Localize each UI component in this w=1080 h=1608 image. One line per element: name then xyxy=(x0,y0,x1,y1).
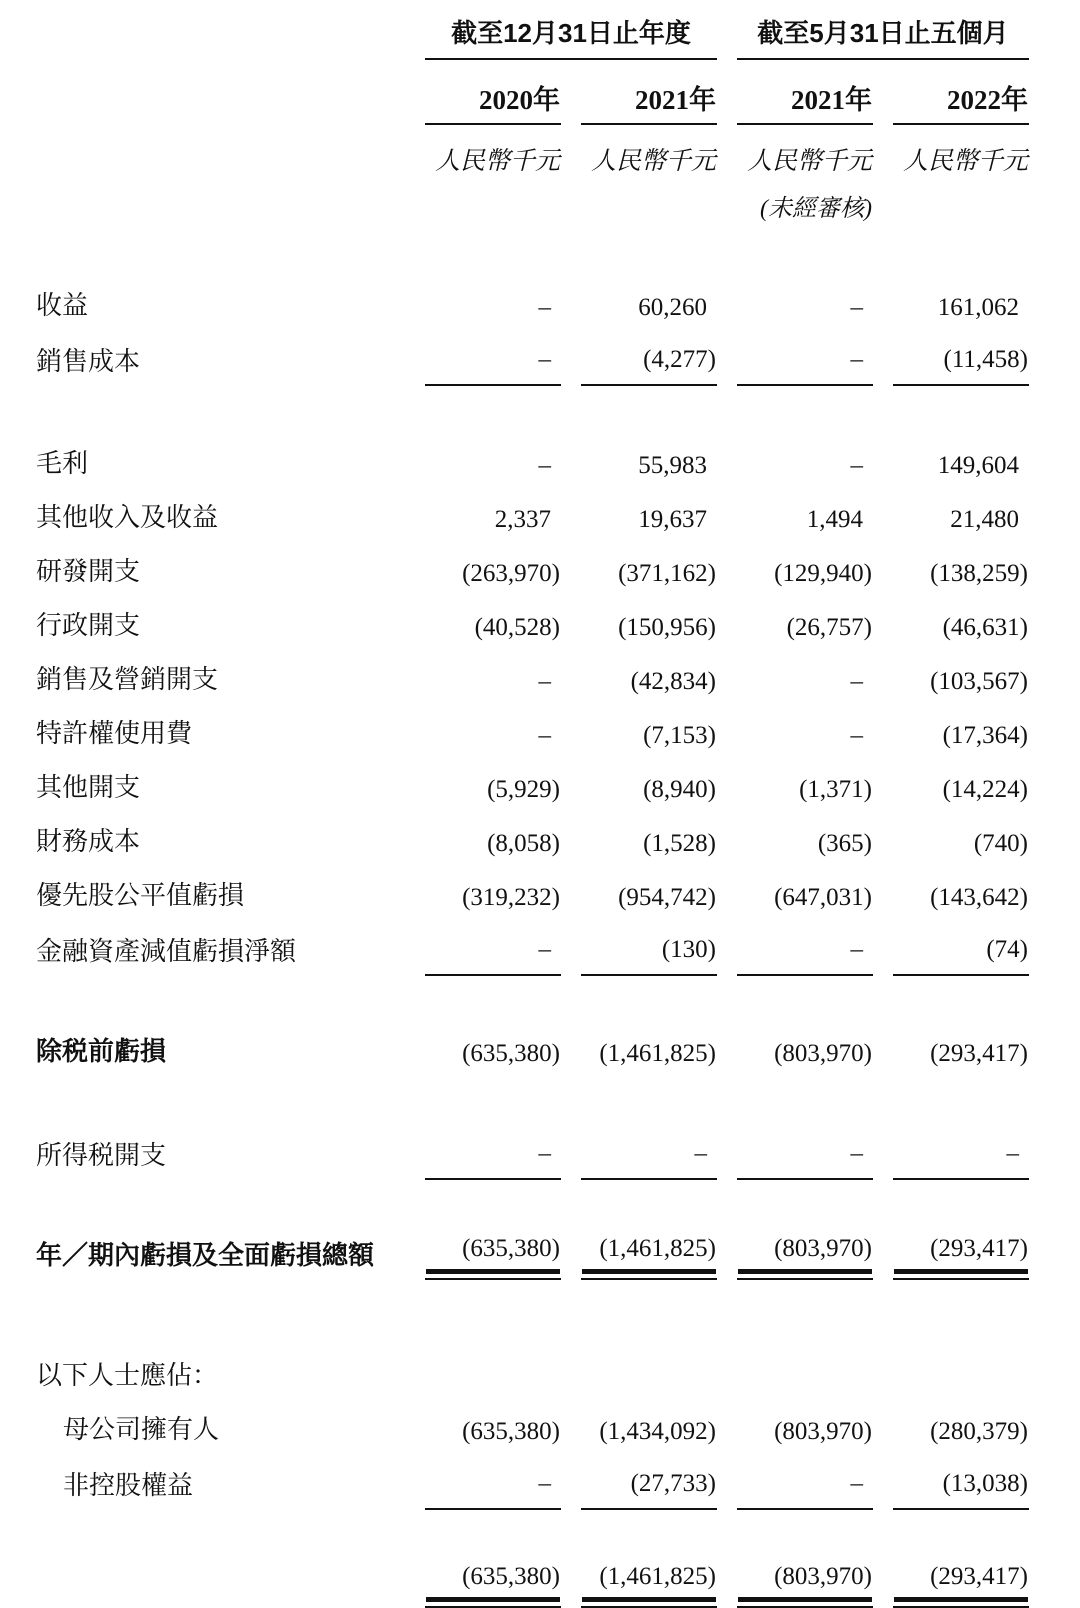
row-gap xyxy=(35,976,1029,1022)
table-row xyxy=(35,1226,1029,1280)
value-text: (13,038) xyxy=(942,1470,1028,1497)
value-cell xyxy=(893,866,1029,920)
value-cell xyxy=(737,758,873,812)
unit-label: 人民幣千元 xyxy=(590,148,716,175)
value-text: (740) xyxy=(973,830,1028,857)
value-cell xyxy=(425,1346,561,1400)
value-cell xyxy=(737,1454,873,1510)
value-text: (17,364) xyxy=(942,722,1028,749)
table-row xyxy=(35,812,1029,866)
value-text: (803,970) xyxy=(774,1418,872,1445)
value-text: (319,232) xyxy=(462,884,560,911)
value-cell xyxy=(425,704,561,758)
value-text: (14,224) xyxy=(942,776,1028,803)
value-text: – xyxy=(538,1140,551,1167)
value-cell xyxy=(737,1124,873,1180)
value-cell xyxy=(425,1124,561,1180)
value-cell xyxy=(581,920,717,976)
row-gap xyxy=(35,1180,1029,1226)
column-year-2022: 2022年 xyxy=(893,60,1029,125)
value-cell xyxy=(581,596,717,650)
value-text: – xyxy=(538,936,551,963)
column-year-2021: 2021年 xyxy=(581,60,717,125)
value-text: (635,380) xyxy=(462,1040,560,1067)
table-body xyxy=(35,276,1029,1608)
value-cell xyxy=(581,1022,717,1076)
value-cell xyxy=(893,1124,1029,1180)
value-text: (803,970) xyxy=(774,1563,872,1590)
header-body-gap xyxy=(35,224,1029,276)
value-text: (103,567) xyxy=(930,668,1028,695)
value-cell xyxy=(737,488,873,542)
row-label: 毛利 xyxy=(36,448,89,478)
value-cell xyxy=(581,276,717,330)
note-cell xyxy=(893,178,1029,224)
value-cell xyxy=(581,758,717,812)
value-cell xyxy=(893,488,1029,542)
value-cell xyxy=(893,920,1029,976)
value-cell xyxy=(893,1226,1029,1280)
value-text: (130) xyxy=(661,936,716,963)
table-row xyxy=(35,650,1029,704)
unit-label: 人民幣千元 xyxy=(434,148,560,175)
value-cell xyxy=(425,812,561,866)
value-cell xyxy=(893,704,1029,758)
value-cell xyxy=(425,488,561,542)
unit-label: 人民幣千元 xyxy=(746,148,872,175)
value-cell xyxy=(581,330,717,386)
value-text: (26,757) xyxy=(786,614,872,641)
value-text: – xyxy=(850,294,863,321)
value-text: 55,983 xyxy=(638,452,707,479)
value-text: (129,940) xyxy=(774,560,872,587)
row-label: 除税前虧損 xyxy=(36,1036,167,1066)
value-text: (647,031) xyxy=(774,884,872,911)
row-label: 行政開支 xyxy=(36,610,141,640)
value-cell xyxy=(893,330,1029,386)
value-text: (27,733) xyxy=(630,1470,716,1497)
value-cell xyxy=(581,542,717,596)
value-text: (1,434,092) xyxy=(599,1418,716,1445)
value-cell xyxy=(737,704,873,758)
value-cell xyxy=(425,1454,561,1510)
value-text: (42,834) xyxy=(630,668,716,695)
header-spacer xyxy=(35,178,405,224)
row-label: 優先股公平值虧損 xyxy=(36,880,245,910)
value-cell xyxy=(737,920,873,976)
value-text: – xyxy=(850,936,863,963)
value-text: – xyxy=(538,452,551,479)
value-cell xyxy=(425,758,561,812)
value-cell xyxy=(581,1454,717,1510)
value-cell xyxy=(425,1022,561,1076)
value-cell xyxy=(581,488,717,542)
table-row xyxy=(35,920,1029,976)
value-cell xyxy=(425,1554,561,1608)
value-text: (635,380) xyxy=(462,1235,560,1262)
table-row xyxy=(35,276,1029,330)
table-row xyxy=(35,488,1029,542)
row-label xyxy=(35,1554,405,1608)
value-cell xyxy=(581,866,717,920)
value-cell xyxy=(737,1226,873,1280)
value-cell xyxy=(737,812,873,866)
value-cell xyxy=(737,542,873,596)
value-cell xyxy=(893,812,1029,866)
value-text: 161,062 xyxy=(937,294,1019,321)
value-cell xyxy=(893,758,1029,812)
value-text: – xyxy=(538,346,551,373)
table-row xyxy=(35,596,1029,650)
column-year-2021-5m: 2021年 xyxy=(737,60,873,125)
value-cell xyxy=(737,434,873,488)
note-cell xyxy=(581,178,717,224)
unaudited-note: (未經審核) xyxy=(760,196,872,222)
row-label: 非控股權益 xyxy=(63,1470,194,1500)
unit-header-row xyxy=(35,125,1029,178)
value-cell xyxy=(581,434,717,488)
value-text: (954,742) xyxy=(618,884,716,911)
value-text: (293,417) xyxy=(930,1040,1028,1067)
value-text: (803,970) xyxy=(774,1235,872,1262)
header-spacer xyxy=(35,12,405,60)
value-text: (635,380) xyxy=(462,1418,560,1445)
row-label: 母公司擁有人 xyxy=(63,1414,220,1444)
value-cell xyxy=(425,1226,561,1280)
value-cell xyxy=(581,1226,717,1280)
value-text: (138,259) xyxy=(930,560,1028,587)
value-text: (293,417) xyxy=(930,1235,1028,1262)
value-text: – xyxy=(538,1470,551,1497)
value-cell xyxy=(737,866,873,920)
row-label: 銷售及營銷開支 xyxy=(36,664,219,694)
value-cell xyxy=(425,920,561,976)
row-gap xyxy=(35,386,1029,434)
table-row xyxy=(35,330,1029,386)
row-label: 年／期內虧損及全面虧損總額 xyxy=(36,1240,375,1270)
value-text: – xyxy=(694,1140,707,1167)
column-year-2020: 2020年 xyxy=(425,60,561,125)
value-text: (74) xyxy=(986,936,1028,963)
value-text: – xyxy=(850,1470,863,1497)
header-spacer xyxy=(35,60,405,125)
table-row xyxy=(35,1454,1029,1510)
table-row xyxy=(35,1124,1029,1180)
value-text: (5,929) xyxy=(487,776,560,803)
value-cell xyxy=(581,704,717,758)
row-label: 收益 xyxy=(36,290,89,320)
value-cell xyxy=(425,542,561,596)
value-cell xyxy=(893,1400,1029,1454)
value-cell xyxy=(581,1346,717,1400)
value-cell xyxy=(425,1400,561,1454)
value-text: 2,337 xyxy=(494,506,551,533)
value-cell xyxy=(893,276,1029,330)
value-text: (8,940) xyxy=(643,776,716,803)
row-label: 研發開支 xyxy=(36,556,141,586)
value-text: (280,379) xyxy=(930,1418,1028,1445)
value-text: (1,371) xyxy=(799,776,872,803)
value-text: (1,461,825) xyxy=(599,1235,716,1262)
value-text: (8,058) xyxy=(487,830,560,857)
value-cell xyxy=(581,650,717,704)
value-text: 1,494 xyxy=(806,506,863,533)
value-cell xyxy=(737,1400,873,1454)
value-text: (263,970) xyxy=(462,560,560,587)
period-group-row xyxy=(35,12,1029,60)
value-cell xyxy=(893,1022,1029,1076)
table-row xyxy=(35,1400,1029,1454)
row-label: 以下人士應佔： xyxy=(36,1360,219,1390)
note-header-row xyxy=(35,178,1029,224)
value-text: (371,162) xyxy=(618,560,716,587)
year-header-row xyxy=(35,60,1029,125)
value-cell xyxy=(893,650,1029,704)
value-cell xyxy=(893,1554,1029,1608)
value-cell xyxy=(737,1022,873,1076)
value-text: 60,260 xyxy=(638,294,707,321)
value-cell xyxy=(581,1124,717,1180)
period-group-five-months: 截至5月31日止五個月 xyxy=(737,12,1029,60)
financial-table xyxy=(15,12,1049,1608)
value-text: – xyxy=(850,1140,863,1167)
value-text: – xyxy=(850,668,863,695)
value-cell xyxy=(737,650,873,704)
table-row xyxy=(35,1346,1029,1400)
value-cell xyxy=(893,1454,1029,1510)
value-cell xyxy=(893,1346,1029,1400)
value-cell xyxy=(425,866,561,920)
value-text: (293,417) xyxy=(930,1563,1028,1590)
value-text: – xyxy=(850,452,863,479)
value-text: – xyxy=(538,294,551,321)
table-row xyxy=(35,866,1029,920)
value-text: (46,631) xyxy=(942,614,1028,641)
value-text: 19,637 xyxy=(638,506,707,533)
value-text: (4,277) xyxy=(643,346,716,373)
value-text: (1,461,825) xyxy=(599,1563,716,1590)
row-gap xyxy=(35,1280,1029,1346)
value-cell xyxy=(737,1346,873,1400)
table-row xyxy=(35,1554,1029,1608)
table-row xyxy=(35,704,1029,758)
header-spacer xyxy=(35,125,405,178)
table-row xyxy=(35,1022,1029,1076)
value-text: (803,970) xyxy=(774,1040,872,1067)
value-text: – xyxy=(850,346,863,373)
value-cell xyxy=(425,650,561,704)
note-cell xyxy=(425,178,561,224)
value-cell xyxy=(737,276,873,330)
value-cell xyxy=(737,330,873,386)
period-group-year-ended: 截至12月31日止年度 xyxy=(425,12,717,60)
row-label: 金融資產減值虧損淨額 xyxy=(36,936,297,966)
row-label: 特許權使用費 xyxy=(36,718,193,748)
value-text: (1,461,825) xyxy=(599,1040,716,1067)
value-text: (150,956) xyxy=(618,614,716,641)
value-cell xyxy=(737,1554,873,1608)
table-row xyxy=(35,542,1029,596)
value-text: (7,153) xyxy=(643,722,716,749)
row-gap xyxy=(35,1510,1029,1554)
value-text: (143,642) xyxy=(930,884,1028,911)
value-cell xyxy=(737,596,873,650)
value-cell xyxy=(893,434,1029,488)
value-cell xyxy=(581,812,717,866)
value-text: 149,604 xyxy=(937,452,1019,479)
row-label: 其他開支 xyxy=(36,772,141,802)
value-cell xyxy=(581,1400,717,1454)
table-row xyxy=(35,758,1029,812)
row-gap xyxy=(35,1076,1029,1124)
row-label: 財務成本 xyxy=(36,826,141,856)
value-text: 21,480 xyxy=(950,506,1019,533)
table-header xyxy=(35,12,1029,276)
value-text: – xyxy=(850,722,863,749)
value-cell xyxy=(425,276,561,330)
value-text: (40,528) xyxy=(474,614,560,641)
value-text: (365) xyxy=(817,830,872,857)
value-text: – xyxy=(1006,1140,1019,1167)
table-row xyxy=(35,434,1029,488)
unit-label: 人民幣千元 xyxy=(902,148,1028,175)
value-cell xyxy=(581,1554,717,1608)
row-label: 其他收入及收益 xyxy=(36,502,219,532)
value-cell xyxy=(425,330,561,386)
row-label: 銷售成本 xyxy=(36,346,141,376)
value-text: (635,380) xyxy=(462,1563,560,1590)
row-label: 所得税開支 xyxy=(36,1140,167,1170)
value-cell xyxy=(893,542,1029,596)
value-text: (11,458) xyxy=(943,346,1028,373)
value-text: – xyxy=(538,668,551,695)
value-cell xyxy=(425,434,561,488)
value-text: – xyxy=(538,722,551,749)
value-cell xyxy=(425,596,561,650)
value-text: (1,528) xyxy=(643,830,716,857)
value-cell xyxy=(893,596,1029,650)
